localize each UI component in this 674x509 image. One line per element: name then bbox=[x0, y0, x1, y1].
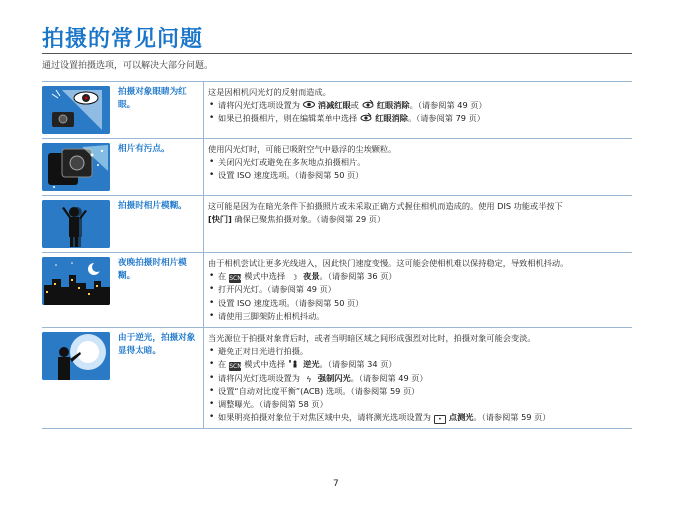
answer-text: 。（请参阅第 79 页） bbox=[407, 113, 485, 124]
faq-question: 拍摄对象眼睛为红眼。 bbox=[114, 82, 204, 138]
page-subtitle: 通过设置拍摄选项，可以解决大部分问题。 bbox=[42, 61, 214, 71]
list-item: • 打开闪光灯。（请参阅第 49 页） bbox=[208, 283, 632, 296]
red-eye-illustration bbox=[42, 86, 110, 134]
red-eye-fix-icon bbox=[360, 113, 372, 122]
title-divider bbox=[42, 53, 632, 54]
faq-question: 拍摄时相片模糊。 bbox=[114, 196, 204, 252]
answer-text: 如果明亮拍摄对象位于对焦区域中央，请将测光选项设置为 bbox=[218, 412, 431, 423]
scene-mode-icon: SCN bbox=[229, 363, 242, 371]
page-title: 拍摄的常见问题 bbox=[42, 27, 204, 52]
answer-text: 在 bbox=[218, 359, 227, 370]
answer-text: 这可能是因为在暗光条件下拍摄照片或未采取正确方式握住相机而造成的。使用 DIS 功能或半按下 bbox=[208, 201, 563, 211]
answer-text: 。（请参阅第 34 页） bbox=[319, 359, 397, 370]
answer-keyword: 消减红眼 bbox=[317, 100, 351, 111]
answer-text: 如果已拍摄相片，则在编辑菜单中选择 bbox=[218, 113, 358, 124]
list-item bbox=[208, 358, 632, 371]
faq-row-red-eye bbox=[42, 81, 632, 138]
faq-answer bbox=[204, 328, 632, 428]
answer-text: 或 bbox=[350, 100, 359, 111]
answer-intro: 由于相机尝试让更多光线进入，因此快门速度变慢。这可能会使相机难以保持稳定，导致相机抖动。 bbox=[208, 258, 569, 268]
answer-intro: 使用闪光灯时，可能已吸附空气中悬浮的尘埃颗粒。 bbox=[208, 144, 397, 154]
answer-text: 模式中选择 bbox=[244, 359, 286, 370]
answer-text: 请将闪光灯选项设置为 bbox=[218, 372, 300, 383]
faq-row-night bbox=[42, 252, 632, 327]
list-item bbox=[208, 112, 632, 125]
answer-text: 。（请参阅第 59 页） bbox=[473, 412, 551, 423]
faq-answer bbox=[204, 139, 632, 195]
backlight-illustration bbox=[42, 332, 110, 380]
answer-keyword: 逆光 bbox=[303, 359, 320, 370]
eye-icon bbox=[303, 100, 315, 109]
dust-spots-illustration bbox=[42, 143, 110, 191]
answer-keyword: 夜景 bbox=[303, 271, 320, 282]
spot-metering-icon: • bbox=[434, 415, 446, 424]
answer-keyword: 点测光 bbox=[448, 412, 474, 423]
list-item: • 设置 ISO 速度选项。（请参阅第 50 页） bbox=[208, 169, 632, 182]
answer-text: 请将闪光灯选项设置为 bbox=[218, 100, 300, 111]
answer-keyword: 红眼消除 bbox=[375, 113, 408, 124]
answer-keyword: 红眼消除 bbox=[376, 100, 410, 111]
faq-row-spots bbox=[42, 138, 632, 195]
list-item bbox=[208, 372, 632, 385]
list-item bbox=[208, 270, 632, 283]
faq-question: 相片有污点。 bbox=[114, 139, 204, 195]
faq-answer bbox=[204, 196, 632, 252]
faq-row-blurry bbox=[42, 195, 632, 252]
backlight-icon bbox=[288, 359, 300, 368]
list-item: • 关闭闪光灯或避免在多灰地点拍摄相片。 bbox=[208, 156, 632, 169]
night-city-illustration bbox=[42, 257, 110, 305]
answer-intro: 这是因相机闪光灯的反射而造成。 bbox=[208, 87, 331, 97]
red-eye-fix-icon bbox=[362, 100, 374, 109]
list-item: • 请使用三脚架防止相机抖动。 bbox=[208, 310, 632, 323]
faq-answer bbox=[204, 82, 632, 138]
scene-mode-icon: SCN bbox=[229, 275, 242, 283]
answer-text: 。（请参阅第 49 页） bbox=[409, 100, 487, 111]
list-item: • 设置“自动对比度平衡”(ACB) 选项。（请参阅第 59 页） bbox=[208, 385, 632, 398]
page-number: 7 bbox=[333, 479, 339, 489]
list-item: • 调整曝光。（请参阅第 58 页） bbox=[208, 398, 632, 411]
answer-keyword: 强制闪光 bbox=[317, 372, 351, 383]
shutter-key: [快门] bbox=[208, 214, 232, 225]
list-item bbox=[208, 411, 632, 424]
answer-text: 模式中选择 bbox=[244, 271, 286, 282]
blurry-person-illustration bbox=[42, 200, 110, 248]
faq-question: 由于逆光，拍摄对象显得太暗。 bbox=[114, 328, 204, 428]
list-item: • 避免正对日光进行拍摄。 bbox=[208, 345, 632, 358]
faq-table bbox=[42, 81, 632, 429]
answer-text: 在 bbox=[218, 271, 227, 282]
list-item: • 设置 ISO 速度选项。（请参阅第 50 页） bbox=[208, 297, 632, 310]
answer-text: 确保已聚焦拍摄对象。（请参阅第 29 页） bbox=[234, 214, 386, 225]
answer-intro: 当光源位于拍摄对象背后时，或者当明暗区域之间形成强烈对比时，拍摄对象可能会变淡。 bbox=[208, 333, 536, 344]
answer-text: 。（请参阅第 36 页） bbox=[319, 271, 397, 282]
faq-row-backlight bbox=[42, 327, 632, 429]
faq-question: 夜晚拍摄时相片模糊。 bbox=[114, 253, 204, 327]
night-moon-icon: ☽ bbox=[290, 273, 298, 283]
flash-icon: ϟ bbox=[306, 374, 312, 384]
answer-text: 。（请参阅第 49 页） bbox=[350, 372, 428, 383]
answer-intro bbox=[208, 200, 632, 226]
list-item bbox=[208, 99, 632, 112]
faq-answer bbox=[204, 253, 632, 327]
